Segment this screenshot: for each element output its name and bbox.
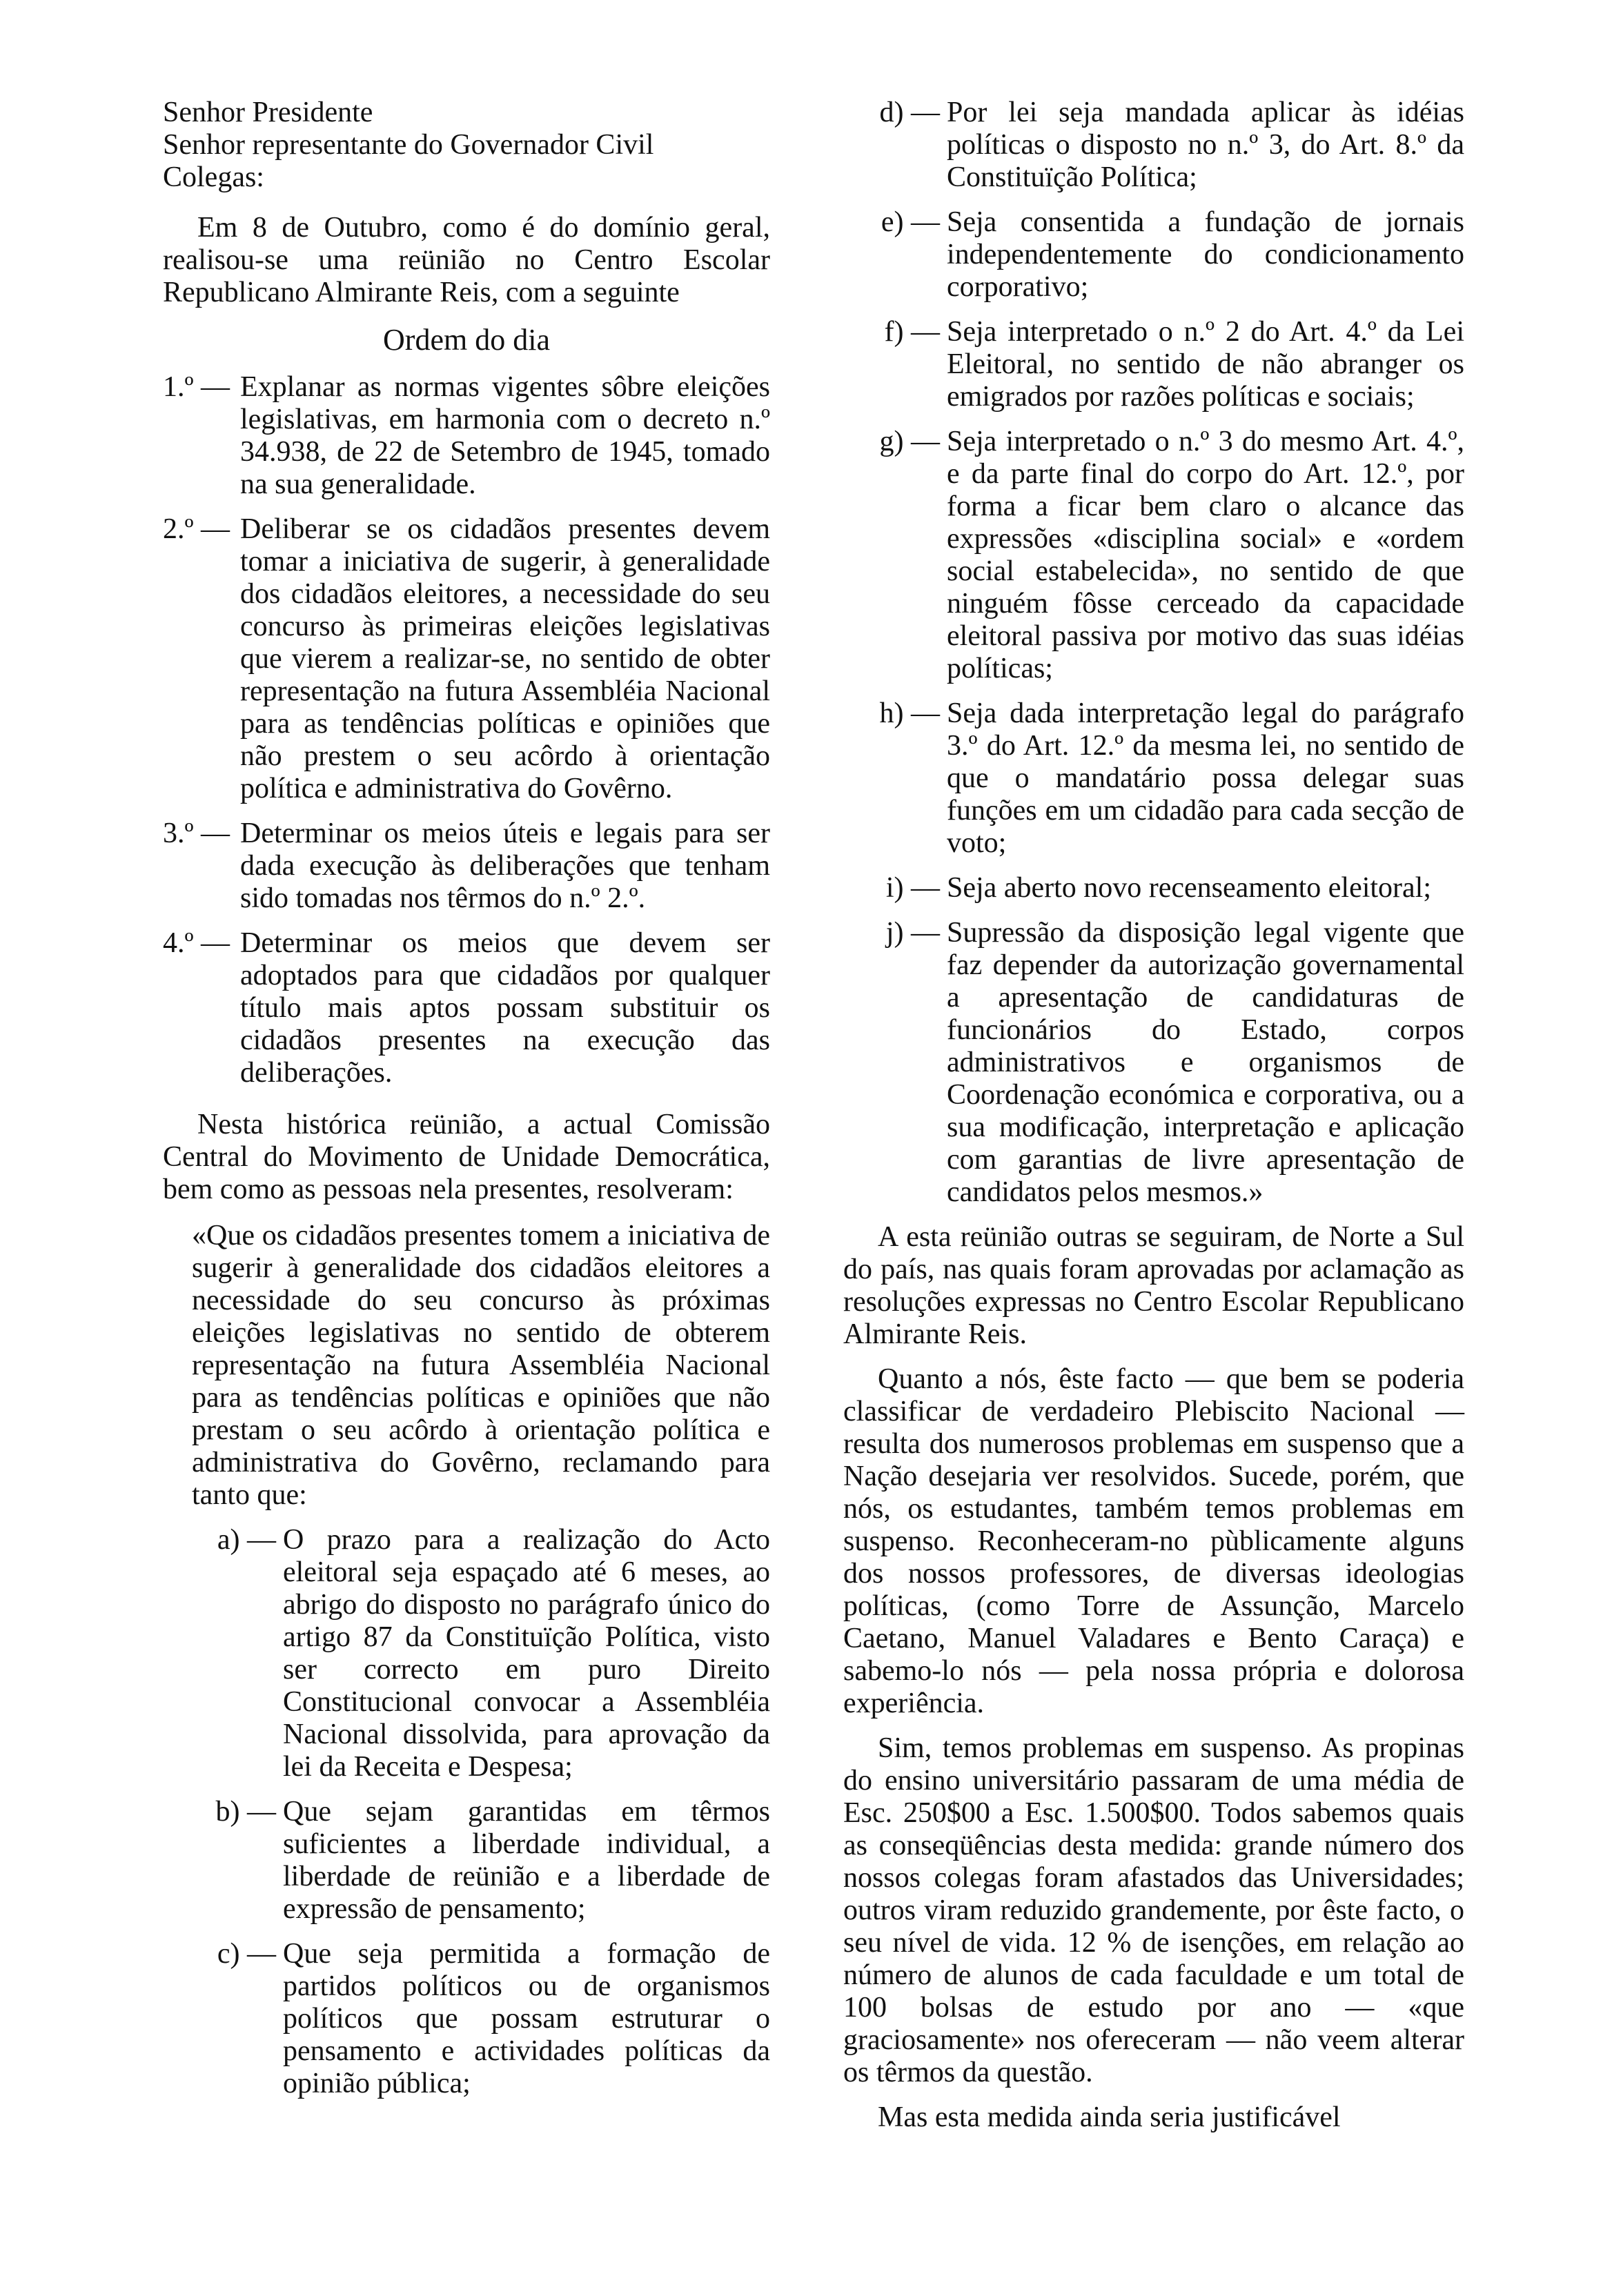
claim-item (843, 206, 1464, 304)
claim-label: g) — (879, 426, 940, 457)
agenda-number: 4.º — (163, 927, 230, 959)
agenda-number: 2.º — (163, 513, 230, 545)
claim-text: Seja interpretado o n.º 2 do Art. 4.º da Lei Eleitoral, no sentido de não abranger os emigrados por razões políticas e sociais; (947, 316, 1464, 413)
claim-text: Que sejam garantidas em têrmos suficientes a liberdade individual, a liberdade de reünião e a liberdade de expressão de pensamento; (283, 1796, 770, 1925)
claim-text: Seja interpretado o n.º 3 do mesmo Art. 4.º, e da parte final do corpo do Art. 12.º, por forma a ficar bem claro o alcance das expressões «disciplina social» e «ordem social estabelecida», no sentido de que ninguém fôsse cerceado da capacidade eleitoral passiva por motivo das suas idéias políticas; (947, 426, 1464, 684)
claim-text: Seja dada interpretação legal do parágrafo 3.º do Art. 12.º da mesma lei, no sentido de que o mandatário possa delegar suas funções em um cidadão para cada secção de voto; (947, 697, 1464, 859)
claim-text: Seja consentida a fundação de jornais independentemente do condicionamento corporativo; (947, 206, 1464, 303)
claim-item (179, 1524, 770, 1783)
resolution-quote (179, 1220, 770, 2100)
claim-label: d) — (879, 97, 940, 128)
agenda-number: 1.º — (163, 371, 230, 403)
claim-label: e) — (881, 206, 940, 238)
intro-paragraph: Em 8 de Outubro, como é do domínio geral, realisou-se uma reünião no Centro Escolar Republicano Almirante Reis, com a seguinte (163, 212, 770, 308)
claim-label: j) — (885, 917, 940, 949)
agenda-item (163, 513, 770, 805)
claim-text: Supressão da disposição legal vigente que faz depender da autorização governamental a apresentação de candidaturas de funcionários do Estado, corpos administrativos e organismos de Coordenação económica e corporativa, ou a sua modificação, interpretação e aplicação com garantias de livre apresentação de candidatos pelos mesmos.» (947, 917, 1464, 1208)
claim-label: b) — (215, 1796, 276, 1828)
claim-item (179, 1796, 770, 1926)
salutation-line: Colegas: (163, 161, 264, 193)
agenda-item (163, 371, 770, 501)
salutation-line: Senhor Presidente (163, 97, 373, 128)
claim-item (843, 316, 1464, 413)
claim-label: f) — (884, 316, 940, 348)
claim-item (179, 1938, 770, 2100)
body-paragraph: A esta reünião outras se seguiram, de Norte a Sul do país, nas quais foram aprovadas por aclamação as resoluções expressas no Centro Escolar Republicano Almirante Reis. (843, 1221, 1464, 1350)
claim-item (843, 697, 1464, 860)
salutation-line: Senhor representante do Governador Civil (163, 129, 654, 161)
agenda-text: Determinar os meios úteis e legais para ser dada execução às deliberações que tenham sido tomadas nos têrmos do n.º 2.º. (240, 818, 770, 914)
claim-label: a) — (217, 1524, 276, 1556)
left-column (163, 97, 770, 2112)
body-paragraph: Mas esta medida ainda seria justificável (878, 2101, 1341, 2133)
agenda-text: Deliberar se os cidadãos presentes devem tomar a iniciativa de sugerir, à generalidade dos cidadãos eleitores, a necessidade do seu concurso às primeiras eleições legislativas que vierem a realizar-se, no sentido de obter representação na futura Assembléia Nacional para as tendências políticas e opiniões que não prestem o seu acôrdo à orientação política e administrativa do Govêrno. (240, 513, 770, 804)
right-column (843, 97, 1464, 2134)
claim-item (843, 917, 1464, 1209)
claim-text: Que seja permitida a formação de partidos políticos ou de organismos políticos que possam estruturar o pensamento e actividades políticas da opinião pública; (283, 1938, 770, 2099)
historic-paragraph: Nesta histórica reünião, a actual Comissão Central do Movimento de Unidade Democrática, bem como as pessoas nela presentes, resolveram: (163, 1109, 770, 1205)
body-paragraph: Quanto a nós, êste facto — que bem se poderia classificar de verdadeiro Plebiscito Nacional — resulta dos numerosos problemas em suspenso que a Nação desejaria ver resolvidos. Sucede, porém, que nós, os estudantes, também temos problemas em suspenso. Reconheceram-no pùblicamente alguns dos nossos professores, de diversas ideologias políticas, (como Torre de Assunção, Marcelo Caetano, Manuel Valadares e Bento Caraça) e sabemo-lo nós — pela nossa própria e dolorosa experiência. (843, 1363, 1464, 1719)
claim-label: i) — (885, 872, 940, 904)
claim-label: h) — (879, 697, 940, 729)
agenda-item (163, 818, 770, 915)
salutation (163, 97, 770, 194)
claim-text: Seja aberto novo recenseamento eleitoral; (947, 872, 1432, 904)
claim-text: Por lei seja mandada aplicar às idéias políticas o disposto no n.º 3, do Art. 8.º da Constituïção Política; (947, 97, 1464, 193)
agenda-number: 3.º — (163, 818, 230, 849)
agenda-text: Explanar as normas vigentes sôbre eleições legislativas, em harmonia com o decreto n.º 34.938, de 22 de Setembro de 1945, tomado na sua generalidade. (240, 371, 770, 500)
claim-label: c) — (217, 1938, 276, 1970)
agenda-title: Ordem do dia (383, 323, 550, 357)
claim-item (843, 426, 1464, 685)
resolution-text: «Que os cidadãos presentes tomem a iniciativa de sugerir à generalidade dos cidadãos eleitores a necessidade do seu concurso às próximas eleições legislativas no sentido de obterem representação na futura Assembléia Nacional para as tendências políticas e opiniões que não prestam o seu acôrdo à orientação política e administrativa do Govêrno, reclamando para tanto que: (192, 1220, 770, 1511)
claim-item (843, 872, 1464, 904)
claim-text: O prazo para a realização do Acto eleitoral seja espaçado até 6 meses, ao abrigo do disposto no parágrafo único do artigo 87 da Constituïção Política, visto ser correcto em puro Direito Constitucional convocar a Assembléia Nacional dissolvida, para aprovação da lei da Receita e Despesa; (283, 1524, 770, 1783)
body-paragraph: Sim, temos problemas em suspenso. As propinas do ensino universitário passaram de uma média de Esc. 250$00 a Esc. 1.500$00. Todos sabemos quais as conseqüências desta medida: grande número dos nossos colegas foram afastados das Universidades; outros viram reduzido grandemente, por êste facto, o seu nível de vida. 12 % de isenções, em relação ao número de alunos de cada faculdade e um total de 100 bolsas de estudo por ano — «que graciosamente» nos ofereceram — não veem alterar os têrmos da questão. (843, 1732, 1464, 2088)
claim-item (843, 97, 1464, 194)
agenda-text: Determinar os meios que devem ser adoptados para que cidadãos por qualquer título mais aptos possam substituir os cidadãos presentes na execução das deliberações. (240, 927, 770, 1089)
agenda-item (163, 927, 770, 1089)
